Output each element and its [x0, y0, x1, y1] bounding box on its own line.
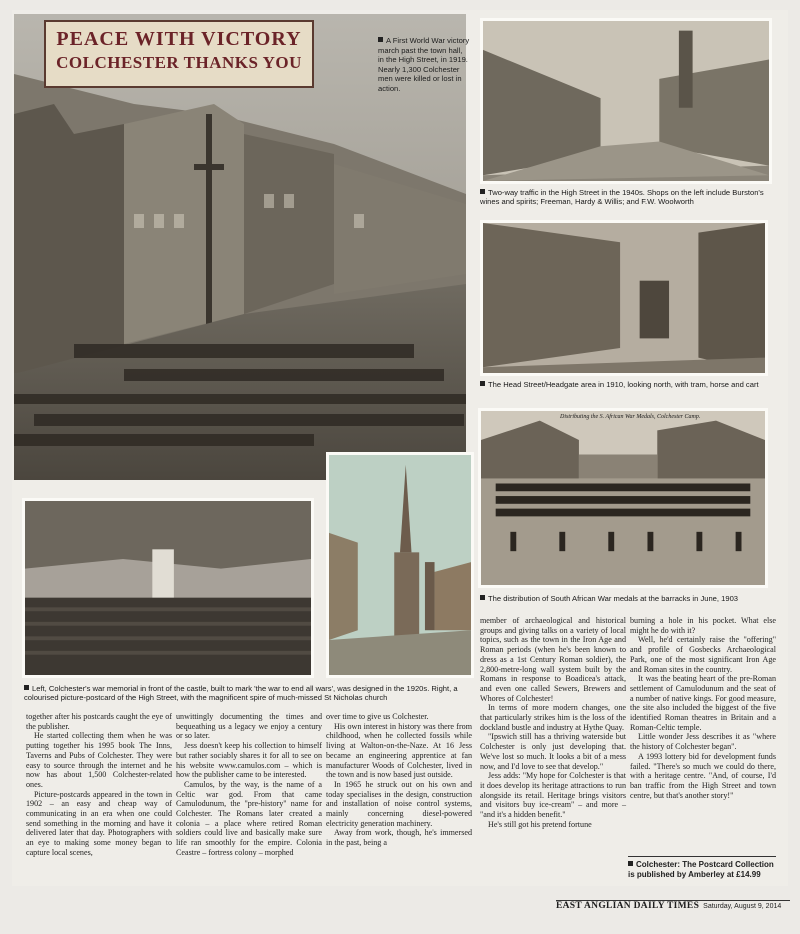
head-street-1910-caption: The Head Street/Headgate area in 1910, looking north, with tram, horse and cart [480, 380, 770, 389]
publication-date: Saturday, August 9, 2014 [703, 903, 782, 910]
paragraph: Little wonder Jess describes it as "where the history of Colchester began". [630, 732, 776, 752]
page-footer [556, 900, 790, 919]
paragraph: In 1965 he struck out on his own and today specialises in the design, construction and installation of noise control systems, mainly concerning diesel-powered electricity generation machinery. [326, 779, 472, 828]
st-nicholas-postcard [326, 452, 474, 678]
peace-victory-banner [44, 20, 314, 88]
paragraph: He started collecting them when he was putting together his 1995 book The Inns, Taverns and Pubs of Colchester. They were easy to source through the internet and he now has about 1,500 Colchester-related ones. [26, 731, 172, 789]
caption-bullet-icon [480, 381, 485, 386]
caption-bullet-icon [480, 189, 485, 194]
paragraph: He's still got his pretend fortune [488, 819, 592, 829]
barracks-1903-caption: The distribution of South African War medals at the barracks in June, 1903 [480, 594, 770, 603]
paragraph: It was the beating heart of the pre-Roman settlement of Camulodunum and the seat of a number of native kings. For good measure, the site also included the biggest of the five identified Roman theatres in Britain and a Roman-Celtic temple. [630, 674, 776, 732]
high-street-1940s-caption: Two-way traffic in the High Street in the 1940s. Shops on the left include Burston's wines and spirits; Freeman, Hardy & Willis; and F.W. Woolworth [480, 188, 764, 207]
paragraph: In terms of more modern changes, one that particularly strikes him is the loss of the dockland bustle and industry at Hythe Quay. [480, 703, 626, 732]
paragraph: "Ipswich still has a thriving waterside but Colchester is only just developing that. We've lost so much. It looks a bit of a mess now, and I'd love to see that develop." [480, 732, 626, 771]
paragraph: together after his postcards caught the eye of the publisher. [26, 712, 172, 731]
paragraph: A 1993 lottery bid for development funds failed. "There's so much we could do there, with a heritage centre. "And, of course, I'd ban traffic from the High Street and town centre, but that's another story!" [630, 751, 776, 800]
publication-name: EAST ANGLIAN DAILY TIMES [556, 901, 700, 911]
book-bullet-icon [628, 861, 633, 866]
article-column-1 [26, 712, 172, 858]
article-column-3 [326, 712, 472, 848]
article-column-5 [630, 616, 776, 800]
banner-line-2: COLCHESTER THANKS YOU [56, 53, 302, 72]
war-memorial-caption: Left, Colchester's war memorial in front of the castle, built to mark 'the war to end all wars', was designed in the 1920s. Right, a colourised picture-postcard of the High Street, with the magnificent spire of much-missed St Nicholas church [24, 684, 458, 703]
head-street-1910-photo [480, 220, 768, 376]
article-column-4 [480, 616, 626, 829]
paragraph: member of archaeological and historical groups and giving talks on a variety of local topics, such as the town in the Iron Age and Roman periods (when he's been known to dress as a 1st Century Roman soldier), the 2,800-metre-long wall system built by the Romans in response to Boadicea's attack, and even one called Sewers, Brewers and Whores of Colchester! [480, 616, 626, 703]
banner-line-1: PEACE WITH VICTORY [56, 28, 302, 50]
war-memorial-photo [22, 498, 314, 678]
paragraph: Picture-postcards appeared in the town in 1902 – an easy and cheap way of communicating in an era when one could send something in the morning and have it delivered later that day. Photographers with an eye to making some money began to capture local scenes, [26, 789, 172, 857]
caption-bullet-icon [480, 595, 485, 600]
caption-bullet-icon [378, 37, 383, 42]
paragraph: Jess adds: "My hope for Colchester is that it does develop its heritage attractions to run alongside its retail. Heritage brings visitors and visitors buy ice-cream" – and more – "and it's a hidden benefit." [480, 771, 626, 820]
paragraph: Away from work, though, he's immersed in the past, being a [326, 828, 472, 848]
paragraph: His own interest in history was there from childhood, when he collected fossils while living at Walton-on-the-Naze. At 16 Jess became an engineering apprentice at fan manufacturer Woods of Colchester, lived in the town and is now based just outside. [326, 721, 472, 780]
article-column-2 [176, 712, 322, 858]
paragraph: over time to give us Colchester. [326, 712, 429, 721]
caption-bullet-icon [24, 685, 29, 690]
paragraph: unwittingly documenting the times and bequeathing us a legacy we enjoy a century or so later. [176, 712, 322, 741]
paragraph: Well, he'd certainly raise the "offering" and profile of Gosbecks Archaeological Park, one of the most significant Iron Age and Roman sites in the country. [630, 635, 776, 674]
paragraph: burning a hole in his pocket. What else might he do with it? [630, 616, 776, 635]
high-street-1940s-photo [480, 18, 772, 184]
book-info-box: Colchester: The Postcard Collection is published by Amberley at £14.99 [628, 856, 776, 880]
paragraph: Jess doesn't keep his collection to himself but rather sociably shares it for all to see on his website www.camulos.com – which is how the publisher came to be interested. [176, 741, 322, 780]
victory-march-caption: A First World War victory march past the town hall, in the High Street, in 1919. Nearly 1,300 Colchester men were killed or lost in action. [378, 36, 470, 93]
barracks-photo-header: Distributing the S. African War Medals, Colchester Camp. [560, 414, 701, 420]
barracks-1903-photo [478, 408, 768, 588]
paragraph: Camulos, by the way, is the name of a Celtic war god. From that came Camulodunum, the "pre-history" name for Colchester. The Romans later created a colonia – a place where retired Roman soldiers could live and basically make sure life ran smoothly for the empire. Colonia Ceastre – fortress colony – morphed [176, 779, 322, 857]
